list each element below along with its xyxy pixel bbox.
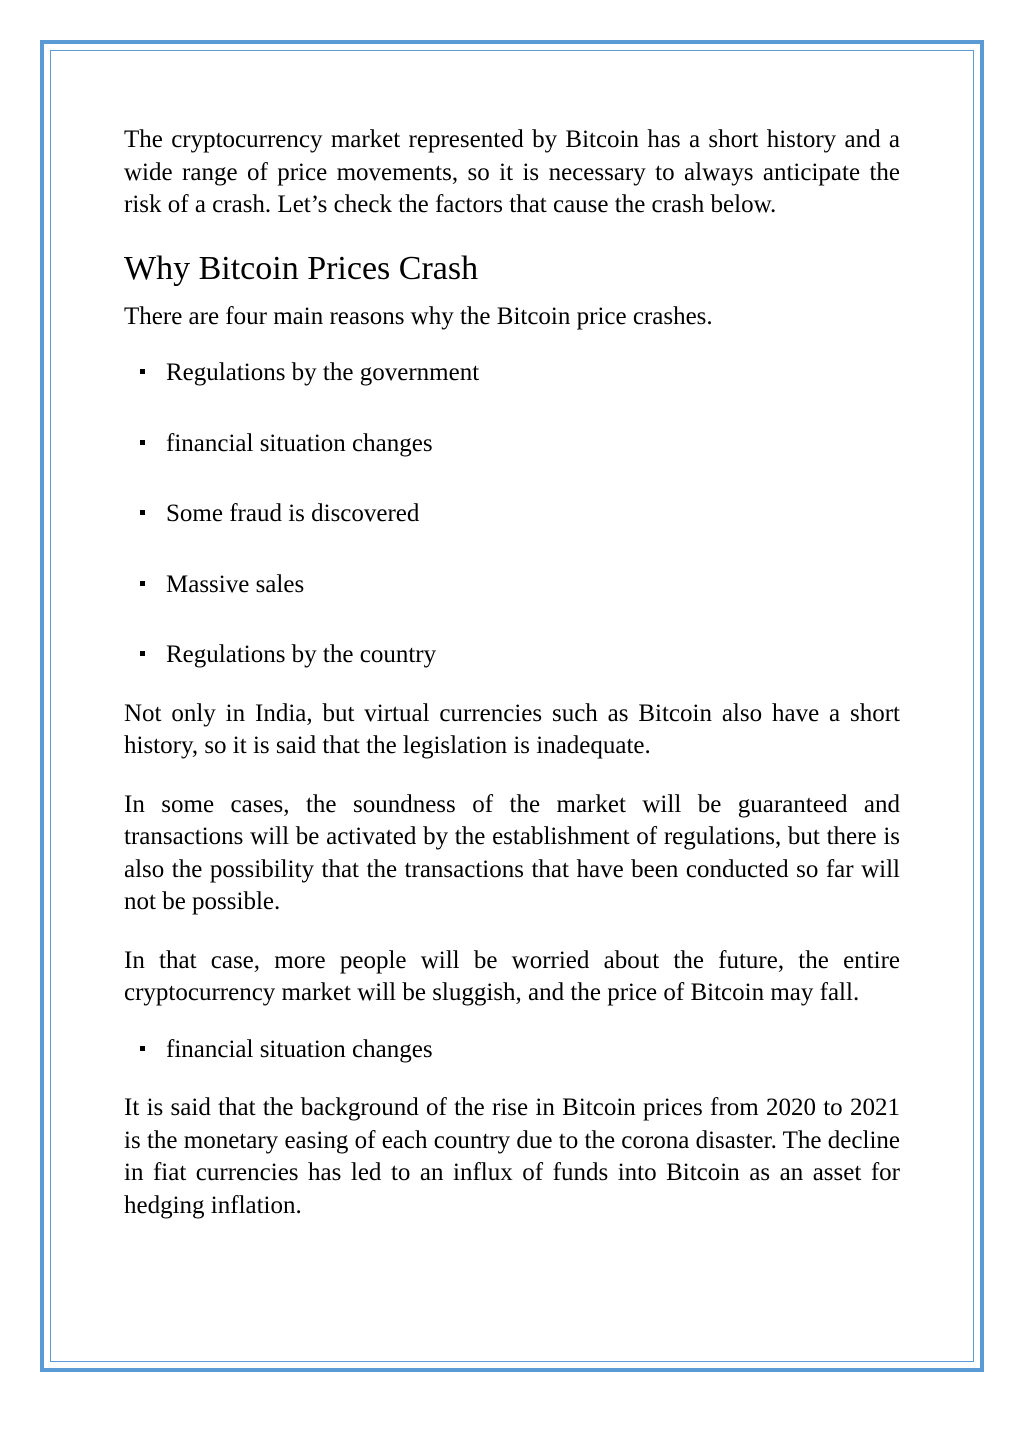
body-paragraph: In that case, more people will be worried about the future, the entire cryptocurrency market will be sluggish, and the price of Bitcoin may fall. [124,946,900,1006]
list-item-text: Regulations by the government [166,359,480,386]
list-item [124,357,900,390]
square-bullet-icon [140,440,145,445]
list-item [124,428,900,461]
lead-paragraph: There are four main reasons why the Bitcoin price crashes. [124,302,713,330]
list-item-text: Massive sales [166,570,305,598]
square-bullet-icon [140,369,145,374]
closing-paragraph: It is said that the background of the rise in Bitcoin prices from 2020 to 2021 is the monetary easing of each country due to the corona disaster. The decline in fiat currencies has led to an influx of funds into Bitcoin as an asset for hedging inflation. [124,1094,900,1219]
document-body [124,124,900,1222]
square-bullet-icon [140,581,145,586]
list-item [124,639,900,672]
list-item-text: Some fraud is discovered [166,500,420,527]
subsection-bullet-list [124,1034,900,1067]
body-paragraph: Not only in India, but virtual currencies such as Bitcoin also have a short history, so it is said that the legislation is inadequate. [124,699,900,759]
list-item-text: financial situation changes [166,429,433,457]
list-item [124,569,900,602]
square-bullet-icon [140,510,145,515]
list-item [124,498,900,531]
intro-paragraph: The cryptocurrency market represented by Bitcoin has a short history and a wide range of price movements, so it is necessary to always anticipate the risk of a crash. Let’s check the factors that cause the crash below. [124,126,900,218]
reasons-list [124,357,900,672]
section-heading: Why Bitcoin Prices Crash [124,249,479,287]
list-item [124,1034,900,1067]
body-paragraph: In some cases, the soundness of the market will be guaranteed and transactions will be activated by the establishment of regulations, but there is also the possibility that the transactions that have been conducted so far will not be possible. [124,790,900,915]
list-item-text: Regulations by the country [166,641,437,668]
list-item-text: financial situation changes [166,1035,433,1063]
square-bullet-icon [140,651,145,656]
square-bullet-icon [140,1046,145,1051]
